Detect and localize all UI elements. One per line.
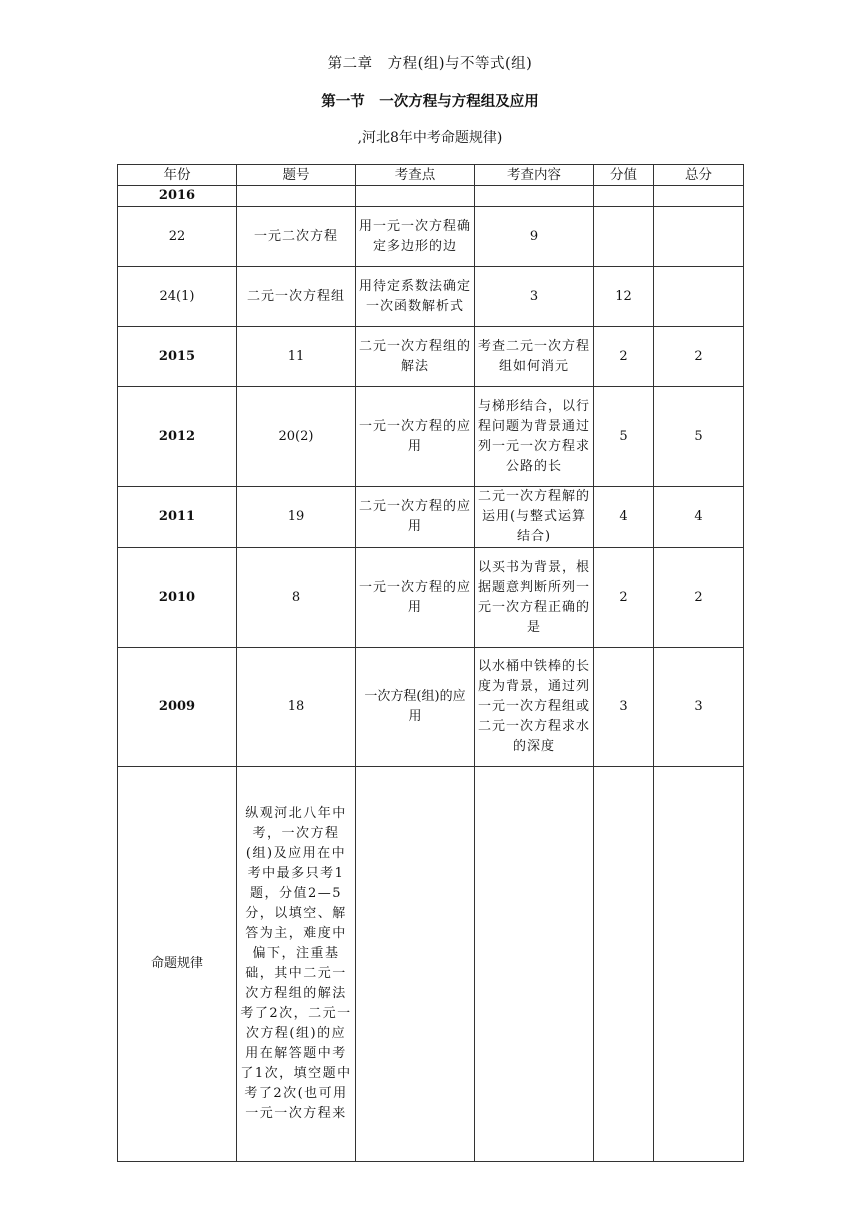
cell-year: 22 <box>118 207 237 267</box>
cell-number <box>237 186 356 207</box>
cell-score: 4 <box>594 487 654 548</box>
cell-year: 2015 <box>118 327 237 387</box>
cell-score: 3 <box>594 648 654 767</box>
rule-row <box>118 767 744 1162</box>
cell-content: 9 <box>475 207 594 267</box>
table-row <box>118 387 744 487</box>
cell-total: 4 <box>654 487 744 548</box>
cell-total <box>654 186 744 207</box>
column-header-score: 分值 <box>594 165 654 186</box>
cell-score <box>594 186 654 207</box>
empty-cell <box>594 767 654 1162</box>
cell-number: 一元二次方程 <box>237 207 356 267</box>
cell-content: 以买书为背景，根据题意判断所列一元一次方程正确的是 <box>475 548 594 648</box>
cell-score: 12 <box>594 267 654 327</box>
cell-year: 24(1) <box>118 267 237 327</box>
table-row <box>118 186 744 207</box>
cell-point: 用待定系数法确定一次函数解析式 <box>356 267 475 327</box>
cell-number: 11 <box>237 327 356 387</box>
table-row <box>118 548 744 648</box>
cell-year: 2009 <box>118 648 237 767</box>
cell-content: 二元一次方程解的运用(与整式运算结合) <box>475 487 594 548</box>
table-row <box>118 207 744 267</box>
empty-cell <box>654 767 744 1162</box>
cell-point: 二元一次方程的应用 <box>356 487 475 548</box>
cell-score: 2 <box>594 548 654 648</box>
cell-content: 考查二元一次方程组如何消元 <box>475 327 594 387</box>
cell-content: 以水桶中铁棒的长度为背景，通过列一元一次方程组或二元一次方程求水的深度 <box>475 648 594 767</box>
cell-content: 与梯形结合，以行程问题为背景通过列一元一次方程求公路的长 <box>475 387 594 487</box>
pattern-title: ,河北8年中考命题规律) <box>357 130 503 146</box>
rule-text: 纵观河北八年中考，一次方程(组)及应用在中考中最多只考1题，分值2—5分，以填空、解答为主，难度中偏下，注重基础，其中二元一次方程组的解法考了2次，二元一次方程(组)的应用在解答题中考了1次，填空题中考了2次(也可用一元一次方程来 <box>237 767 356 1162</box>
cell-point: 一元一次方程的应用 <box>356 387 475 487</box>
column-header-total: 总分 <box>654 165 744 186</box>
cell-year: 2011 <box>118 487 237 548</box>
cell-total: 3 <box>654 648 744 767</box>
table-row <box>118 267 744 327</box>
cell-year: 2010 <box>118 548 237 648</box>
cell-score: 5 <box>594 387 654 487</box>
cell-total: 2 <box>654 548 744 648</box>
cell-total <box>654 267 744 327</box>
cell-number: 二元一次方程组 <box>237 267 356 327</box>
table-row <box>118 487 744 548</box>
empty-cell <box>356 767 475 1162</box>
cell-total <box>654 207 744 267</box>
cell-content <box>475 186 594 207</box>
column-header-point: 考查点 <box>356 165 475 186</box>
cell-point: 一次方程(组)的应用 <box>356 648 475 767</box>
cell-point: 一元一次方程的应用 <box>356 548 475 648</box>
exam-pattern-table <box>117 164 744 1162</box>
chapter-title: 第二章 方程(组)与不等式(组) <box>327 56 533 72</box>
cell-number: 19 <box>237 487 356 548</box>
cell-year: 2016 <box>118 186 237 207</box>
cell-year: 2012 <box>118 387 237 487</box>
cell-content: 3 <box>475 267 594 327</box>
cell-number: 8 <box>237 548 356 648</box>
rule-label: 命题规律 <box>118 767 237 1162</box>
cell-score <box>594 207 654 267</box>
table-row <box>118 327 744 387</box>
column-header-number: 题号 <box>237 165 356 186</box>
cell-number: 20(2) <box>237 387 356 487</box>
cell-point <box>356 186 475 207</box>
column-header-content: 考查内容 <box>475 165 594 186</box>
table-header-row <box>118 165 744 186</box>
table-row <box>118 648 744 767</box>
section-title: 第一节 一次方程与方程组及应用 <box>321 93 539 110</box>
cell-total: 5 <box>654 387 744 487</box>
empty-cell <box>475 767 594 1162</box>
cell-number: 18 <box>237 648 356 767</box>
cell-score: 2 <box>594 327 654 387</box>
column-header-year: 年份 <box>118 165 237 186</box>
cell-total: 2 <box>654 327 744 387</box>
cell-point: 用一元一次方程确定多边形的边 <box>356 207 475 267</box>
cell-point: 二元一次方程组的解法 <box>356 327 475 387</box>
